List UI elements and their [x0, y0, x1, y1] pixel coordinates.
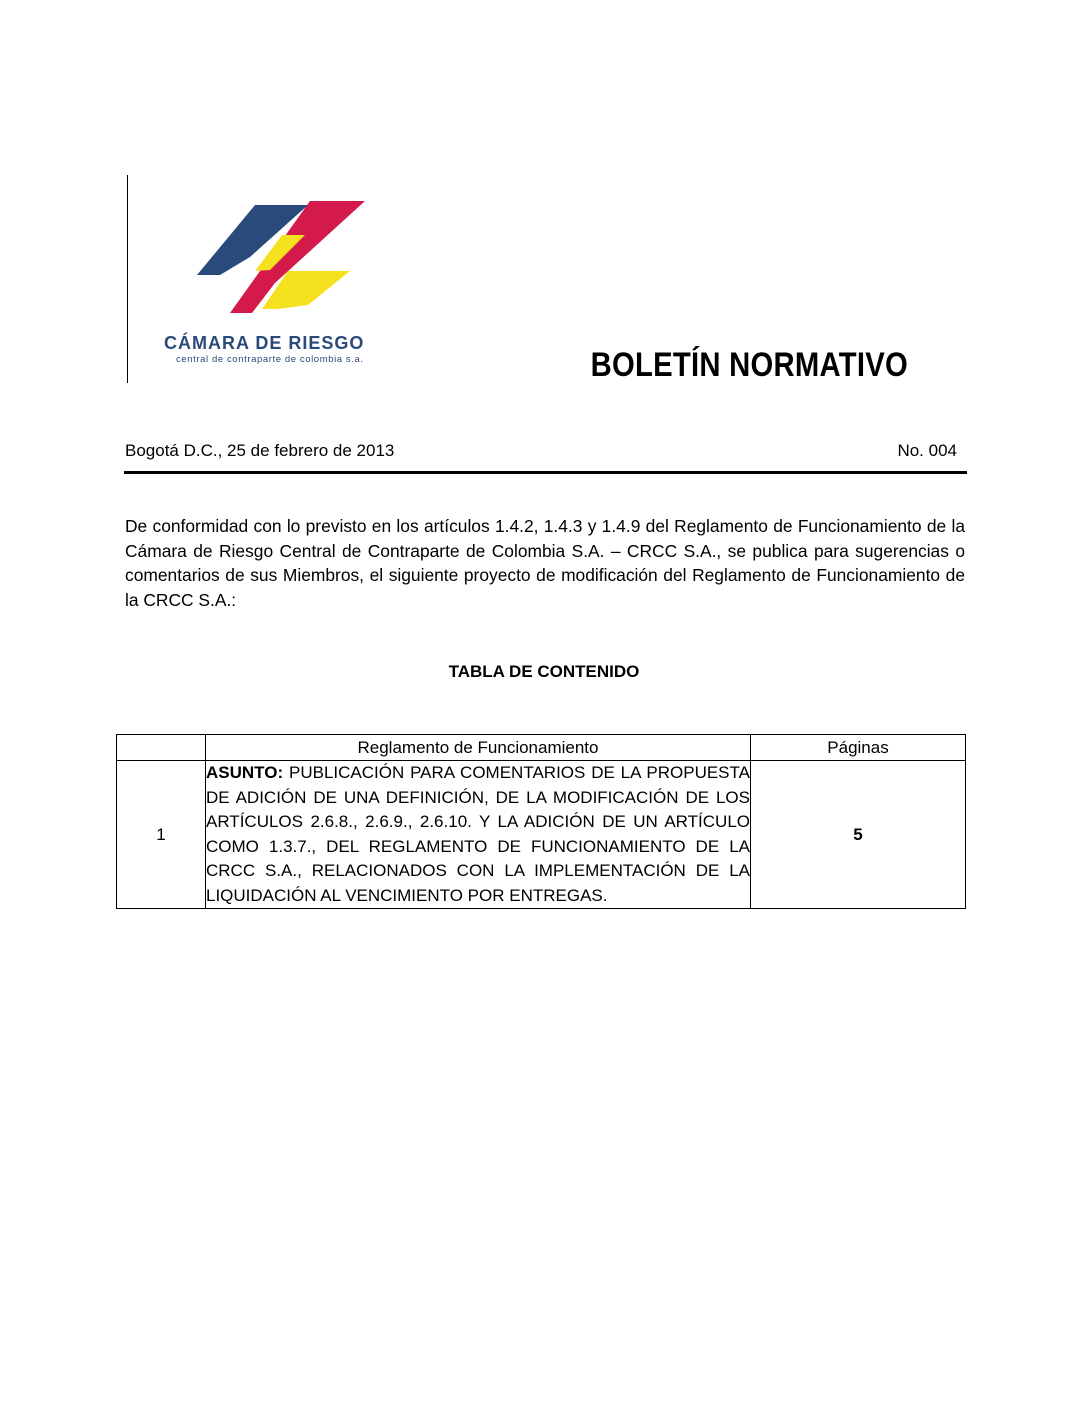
table-of-contents — [116, 734, 966, 909]
toc-row-number: 1 — [117, 761, 206, 909]
header-rule — [124, 471, 967, 474]
company-logo — [160, 195, 400, 370]
intro-paragraph: De conformidad con lo previsto en los artículos 1.4.2, 1.4.3 y 1.4.9 del Reglamento de Funcionamiento de la Cámara de Riesgo Central de Contraparte de Colombia S.A. – CRCC S.A., se publica para sugerencias o comentarios de sus Miembros, el siguiente proyecto de modificación del Reglamento de Funcionamiento de la CRCC S.A.: — [125, 516, 965, 610]
subject-text: PUBLICACIÓN PARA COMENTARIOS DE LA PROPUESTA DE ADICIÓN DE UNA DEFINICIÓN, DE LA MODIFICACIÓN DE LOS ARTÍCULOS 2.6.8., 2.6.9., 2.6.10. Y LA ADICIÓN DE UN ARTÍCULO COMO 1.3.7., DEL REGLAMENTO DE FUNCIONAMIENTO DE LA CRCC S.A., RELACIONADOS CON LA IMPLEMENTACIÓN DE LA LIQUIDACIÓN AL VENCIMIENTO POR ENTREGAS. — [206, 763, 750, 905]
logo-stripes-graphic — [160, 195, 400, 335]
logo-divider — [127, 175, 128, 383]
toc-header-regulation: Reglamento de Funcionamiento — [206, 735, 751, 761]
toc-heading: TABLA DE CONTENIDO — [448, 662, 640, 681]
toc-row-subject — [206, 761, 751, 909]
toc-header-number — [117, 735, 206, 761]
document-title: BOLETÍN NORMATIVO — [590, 346, 908, 384]
toc-row-pages: 5 — [751, 761, 966, 909]
logo-name: CÁMARA DE RIESGO — [164, 333, 365, 353]
logo-subtitle: central de contraparte de colombia s.a. — [176, 354, 364, 365]
bulletin-number: No. 004 — [897, 441, 957, 460]
subject-label: ASUNTO: — [206, 763, 284, 782]
document-meta — [125, 441, 957, 461]
toc-header-pages: Páginas — [751, 735, 966, 761]
place-date: Bogotá D.C., 25 de febrero de 2013 — [125, 441, 395, 460]
table-row — [117, 761, 966, 909]
toc-header-row — [117, 735, 966, 761]
